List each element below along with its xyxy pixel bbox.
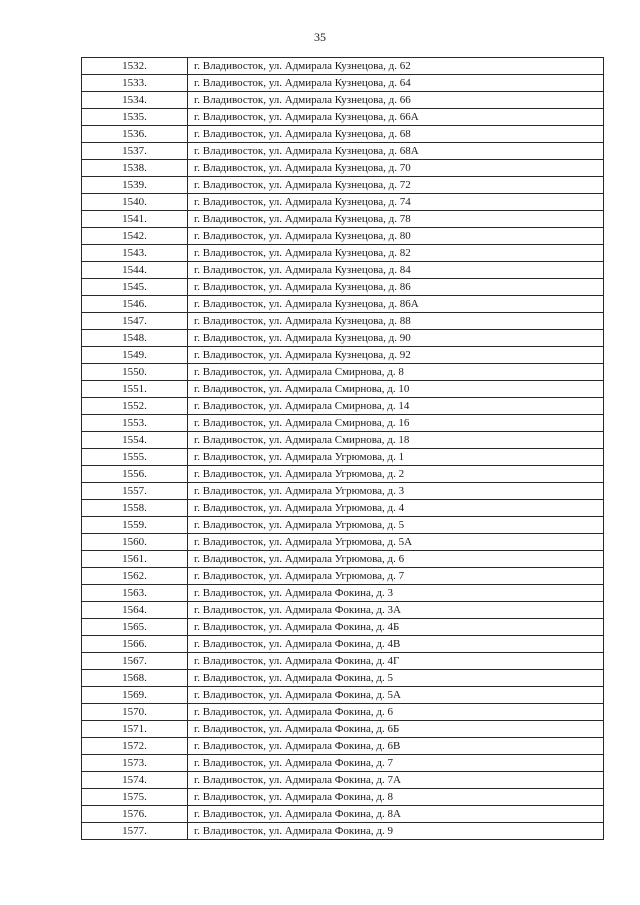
row-number-cell: 1546. — [82, 296, 188, 313]
address-cell: г. Владивосток, ул. Адмирала Кузнецова, д. 86А — [188, 296, 604, 313]
table-row — [82, 602, 604, 619]
table-row — [82, 432, 604, 449]
address-cell: г. Владивосток, ул. Адмирала Фокина, д. 6Б — [188, 721, 604, 738]
table-row — [82, 721, 604, 738]
address-cell: г. Владивосток, ул. Адмирала Кузнецова, д. 64 — [188, 75, 604, 92]
row-number-cell: 1533. — [82, 75, 188, 92]
table-row — [82, 245, 604, 262]
address-cell: г. Владивосток, ул. Адмирала Кузнецова, д. 62 — [188, 58, 604, 75]
table-row — [82, 738, 604, 755]
row-number-cell: 1534. — [82, 92, 188, 109]
row-number-cell: 1568. — [82, 670, 188, 687]
address-cell: г. Владивосток, ул. Адмирала Кузнецова, д. 84 — [188, 262, 604, 279]
page-number: 35 — [314, 30, 326, 44]
table-row — [82, 619, 604, 636]
row-number-cell: 1563. — [82, 585, 188, 602]
row-number-cell: 1575. — [82, 789, 188, 806]
address-cell: г. Владивосток, ул. Адмирала Фокина, д. 5 — [188, 670, 604, 687]
address-cell: г. Владивосток, ул. Адмирала Кузнецова, д. 80 — [188, 228, 604, 245]
address-cell: г. Владивосток, ул. Адмирала Угрюмова, д. 3 — [188, 483, 604, 500]
address-cell: г. Владивосток, ул. Адмирала Смирнова, д. 16 — [188, 415, 604, 432]
address-cell: г. Владивосток, ул. Адмирала Фокина, д. 8 — [188, 789, 604, 806]
address-cell: г. Владивосток, ул. Адмирала Фокина, д. 3 — [188, 585, 604, 602]
row-number-cell: 1535. — [82, 109, 188, 126]
table-row — [82, 568, 604, 585]
address-cell: г. Владивосток, ул. Адмирала Смирнова, д. 14 — [188, 398, 604, 415]
row-number-cell: 1572. — [82, 738, 188, 755]
table-row — [82, 551, 604, 568]
address-cell: г. Владивосток, ул. Адмирала Кузнецова, д. 66 — [188, 92, 604, 109]
table-row — [82, 755, 604, 772]
address-cell: г. Владивосток, ул. Адмирала Кузнецова, д. 66А — [188, 109, 604, 126]
row-number-cell: 1562. — [82, 568, 188, 585]
address-cell: г. Владивосток, ул. Адмирала Фокина, д. 6В — [188, 738, 604, 755]
row-number-cell: 1551. — [82, 381, 188, 398]
table-row — [82, 398, 604, 415]
table-row — [82, 347, 604, 364]
table-row — [82, 313, 604, 330]
table-row — [82, 109, 604, 126]
table-row — [82, 381, 604, 398]
row-number-cell: 1549. — [82, 347, 188, 364]
address-cell: г. Владивосток, ул. Адмирала Фокина, д. 4Б — [188, 619, 604, 636]
table-row — [82, 126, 604, 143]
address-cell: г. Владивосток, ул. Адмирала Фокина, д. 7 — [188, 755, 604, 772]
address-cell: г. Владивосток, ул. Адмирала Угрюмова, д. 6 — [188, 551, 604, 568]
table-row — [82, 296, 604, 313]
address-cell: г. Владивосток, ул. Адмирала Кузнецова, д. 68А — [188, 143, 604, 160]
row-number-cell: 1544. — [82, 262, 188, 279]
address-cell: г. Владивосток, ул. Адмирала Кузнецова, д. 70 — [188, 160, 604, 177]
row-number-cell: 1553. — [82, 415, 188, 432]
table-row — [82, 279, 604, 296]
row-number-cell: 1545. — [82, 279, 188, 296]
address-cell: г. Владивосток, ул. Адмирала Кузнецова, д. 72 — [188, 177, 604, 194]
table-row — [82, 704, 604, 721]
address-cell: г. Владивосток, ул. Адмирала Фокина, д. 4В — [188, 636, 604, 653]
row-number-cell: 1560. — [82, 534, 188, 551]
table-row — [82, 228, 604, 245]
row-number-cell: 1557. — [82, 483, 188, 500]
row-number-cell: 1554. — [82, 432, 188, 449]
row-number-cell: 1550. — [82, 364, 188, 381]
address-table-body — [82, 58, 604, 840]
row-number-cell: 1574. — [82, 772, 188, 789]
table-row — [82, 194, 604, 211]
address-cell: г. Владивосток, ул. Адмирала Кузнецова, д. 86 — [188, 279, 604, 296]
row-number-cell: 1536. — [82, 126, 188, 143]
address-cell: г. Владивосток, ул. Адмирала Кузнецова, д. 78 — [188, 211, 604, 228]
address-cell: г. Владивосток, ул. Адмирала Фокина, д. 9 — [188, 823, 604, 840]
address-cell: г. Владивосток, ул. Адмирала Угрюмова, д. 7 — [188, 568, 604, 585]
row-number-cell: 1556. — [82, 466, 188, 483]
table-row — [82, 687, 604, 704]
row-number-cell: 1538. — [82, 160, 188, 177]
address-cell: г. Владивосток, ул. Адмирала Кузнецова, д. 68 — [188, 126, 604, 143]
table-row — [82, 500, 604, 517]
table-row — [82, 415, 604, 432]
row-number-cell: 1552. — [82, 398, 188, 415]
row-number-cell: 1571. — [82, 721, 188, 738]
table-row — [82, 806, 604, 823]
address-cell: г. Владивосток, ул. Адмирала Угрюмова, д. 2 — [188, 466, 604, 483]
table-row — [82, 517, 604, 534]
address-cell: г. Владивосток, ул. Адмирала Угрюмова, д. 5А — [188, 534, 604, 551]
row-number-cell: 1541. — [82, 211, 188, 228]
address-cell: г. Владивосток, ул. Адмирала Фокина, д. 8А — [188, 806, 604, 823]
row-number-cell: 1573. — [82, 755, 188, 772]
row-number-cell: 1558. — [82, 500, 188, 517]
row-number-cell: 1577. — [82, 823, 188, 840]
table-row — [82, 92, 604, 109]
address-cell: г. Владивосток, ул. Адмирала Угрюмова, д. 4 — [188, 500, 604, 517]
table-row — [82, 330, 604, 347]
row-number-cell: 1547. — [82, 313, 188, 330]
table-row — [82, 364, 604, 381]
table-row — [82, 449, 604, 466]
table-row — [82, 670, 604, 687]
table-row — [82, 483, 604, 500]
row-number-cell: 1559. — [82, 517, 188, 534]
row-number-cell: 1532. — [82, 58, 188, 75]
table-row — [82, 823, 604, 840]
row-number-cell: 1566. — [82, 636, 188, 653]
table-row — [82, 75, 604, 92]
address-cell: г. Владивосток, ул. Адмирала Фокина, д. 5А — [188, 687, 604, 704]
address-cell: г. Владивосток, ул. Адмирала Смирнова, д. 8 — [188, 364, 604, 381]
address-cell: г. Владивосток, ул. Адмирала Угрюмова, д. 5 — [188, 517, 604, 534]
row-number-cell: 1569. — [82, 687, 188, 704]
table-row — [82, 534, 604, 551]
address-cell: г. Владивосток, ул. Адмирала Кузнецова, д. 90 — [188, 330, 604, 347]
address-cell: г. Владивосток, ул. Адмирала Фокина, д. 3А — [188, 602, 604, 619]
table-row — [82, 585, 604, 602]
address-cell: г. Владивосток, ул. Адмирала Смирнова, д. 18 — [188, 432, 604, 449]
table-row — [82, 466, 604, 483]
address-cell: г. Владивосток, ул. Адмирала Кузнецова, д. 82 — [188, 245, 604, 262]
address-table — [81, 57, 604, 840]
row-number-cell: 1539. — [82, 177, 188, 194]
table-row — [82, 211, 604, 228]
row-number-cell: 1548. — [82, 330, 188, 347]
row-number-cell: 1537. — [82, 143, 188, 160]
address-cell: г. Владивосток, ул. Адмирала Угрюмова, д. 1 — [188, 449, 604, 466]
address-cell: г. Владивосток, ул. Адмирала Кузнецова, д. 88 — [188, 313, 604, 330]
row-number-cell: 1564. — [82, 602, 188, 619]
address-cell: г. Владивосток, ул. Адмирала Кузнецова, д. 74 — [188, 194, 604, 211]
table-row — [82, 177, 604, 194]
row-number-cell: 1542. — [82, 228, 188, 245]
row-number-cell: 1540. — [82, 194, 188, 211]
row-number-cell: 1565. — [82, 619, 188, 636]
table-row — [82, 789, 604, 806]
table-row — [82, 262, 604, 279]
row-number-cell: 1570. — [82, 704, 188, 721]
table-row — [82, 160, 604, 177]
row-number-cell: 1576. — [82, 806, 188, 823]
table-row — [82, 58, 604, 75]
table-row — [82, 636, 604, 653]
row-number-cell: 1555. — [82, 449, 188, 466]
address-cell: г. Владивосток, ул. Адмирала Кузнецова, д. 92 — [188, 347, 604, 364]
table-row — [82, 772, 604, 789]
table-row — [82, 653, 604, 670]
address-cell: г. Владивосток, ул. Адмирала Фокина, д. 7А — [188, 772, 604, 789]
address-cell: г. Владивосток, ул. Адмирала Фокина, д. 4Г — [188, 653, 604, 670]
address-cell: г. Владивосток, ул. Адмирала Фокина, д. 6 — [188, 704, 604, 721]
row-number-cell: 1561. — [82, 551, 188, 568]
address-cell: г. Владивосток, ул. Адмирала Смирнова, д. 10 — [188, 381, 604, 398]
table-row — [82, 143, 604, 160]
row-number-cell: 1567. — [82, 653, 188, 670]
row-number-cell: 1543. — [82, 245, 188, 262]
